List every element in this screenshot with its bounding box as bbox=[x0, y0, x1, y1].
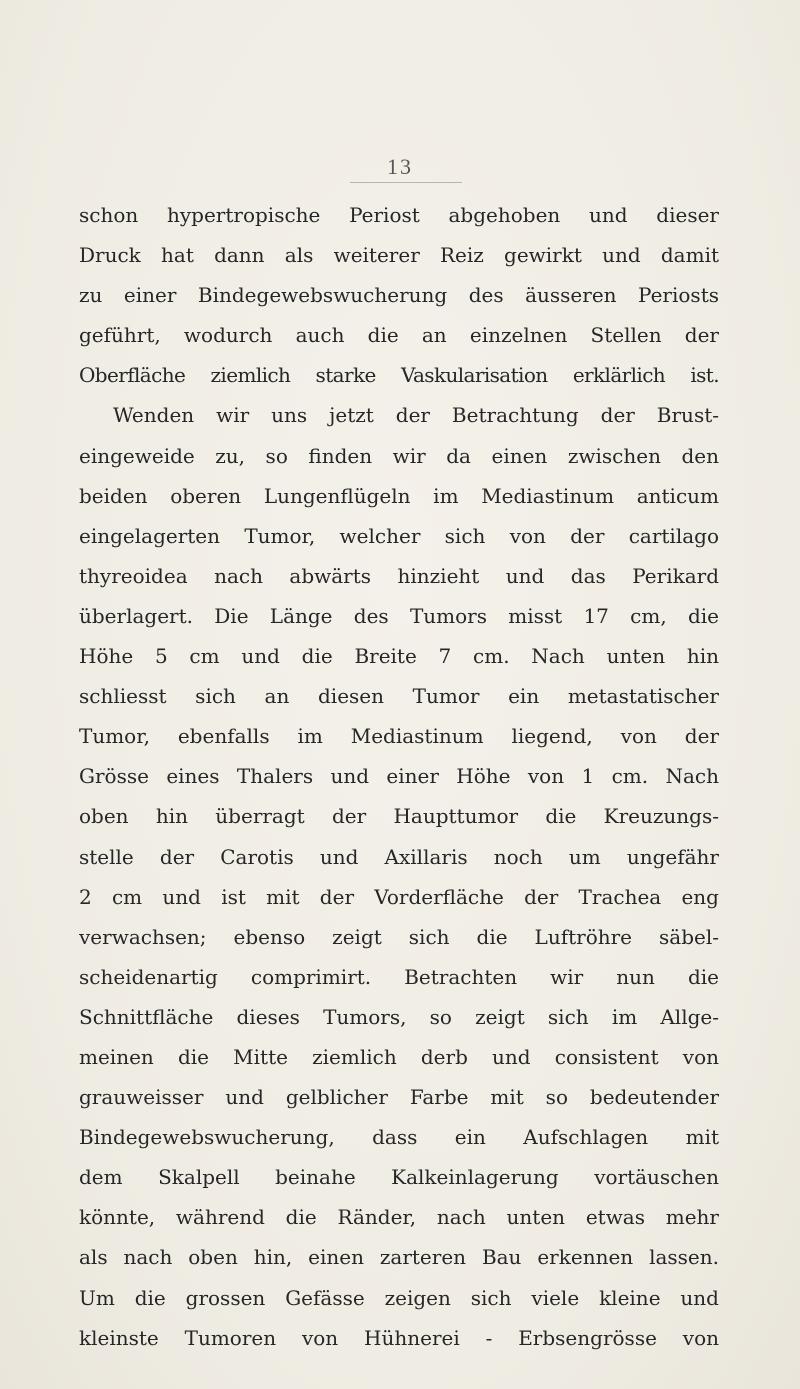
text-line: Grösse eines Thalers und einer Höhe von 1 cm. Nach bbox=[79, 764, 719, 789]
page-number: 13 bbox=[387, 154, 413, 179]
text-line: dem Skalpell beinahe Kalkeinlagerung vortäuschen bbox=[79, 1165, 719, 1190]
text-line: kleinste Tumoren von Hühnerei - Erbsengrösse von bbox=[79, 1325, 719, 1350]
text-line: zu einer Bindegewebswucherung des äusseren Periosts bbox=[79, 283, 719, 308]
text-line: Druck hat dann als weiterer Reiz gewirkt und damit bbox=[79, 243, 719, 268]
text-line: beiden oberen Lungenflügeln im Mediastinum anticum bbox=[79, 483, 719, 508]
text-line: eingeweide zu, so finden wir da einen zwischen den bbox=[79, 443, 719, 468]
text-line: Wenden wir uns jetzt der Betrachtung der Brust- bbox=[113, 403, 719, 428]
text-line: Schnittfläche dieses Tumors, so zeigt sich im Allge- bbox=[79, 1004, 719, 1029]
text-line: als nach oben hin, einen zarteren Bau erkennen lassen. bbox=[79, 1245, 719, 1270]
text-line: thyreoidea nach abwärts hinzieht und das Perikard bbox=[79, 563, 719, 588]
text-line: Bindegewebswucherung, dass ein Aufschlagen mit bbox=[79, 1125, 719, 1150]
text-line: Tumor, ebenfalls im Mediastinum liegend, von der bbox=[79, 724, 719, 749]
text-line: verwachsen; ebenso zeigt sich die Luftröhre säbel- bbox=[79, 924, 719, 949]
text-line: geführt, wodurch auch die an einzelnen Stellen der bbox=[79, 323, 719, 348]
text-line: schon hypertropische Periost abgehoben und dieser bbox=[79, 203, 719, 227]
text-line: könnte, während die Ränder, nach unten etwas mehr bbox=[79, 1205, 719, 1230]
text-line: überlagert. Die Länge des Tumors misst 17 cm, die bbox=[79, 603, 719, 628]
text-line: stelle der Carotis und Axillaris noch um ungefähr bbox=[79, 844, 719, 869]
text-line: Um die grossen Gefässe zeigen sich viele kleine und bbox=[79, 1285, 719, 1310]
text-line: 2 cm und ist mit der Vorderfläche der Trachea eng bbox=[79, 884, 719, 909]
text-line: meinen die Mitte ziemlich derb und consistent von bbox=[79, 1044, 719, 1069]
text-line: scheidenartig comprimirt. Betrachten wir nun die bbox=[79, 964, 719, 989]
header-rule bbox=[350, 182, 462, 183]
body-text bbox=[79, 195, 719, 1358]
text-line: eingelagerten Tumor, welcher sich von der cartilago bbox=[79, 523, 719, 548]
text-line: Oberfläche ziemlich starke Vaskularisation erklärlich ist. bbox=[79, 363, 719, 388]
text-line: schliesst sich an diesen Tumor ein metastatischer bbox=[79, 684, 719, 709]
text-line: Höhe 5 cm und die Breite 7 cm. Nach unten hin bbox=[79, 644, 719, 669]
text-line: oben hin überragt der Haupttumor die Kreuzungs- bbox=[79, 804, 719, 829]
text-line: grauweisser und gelblicher Farbe mit so bedeutender bbox=[79, 1085, 719, 1110]
